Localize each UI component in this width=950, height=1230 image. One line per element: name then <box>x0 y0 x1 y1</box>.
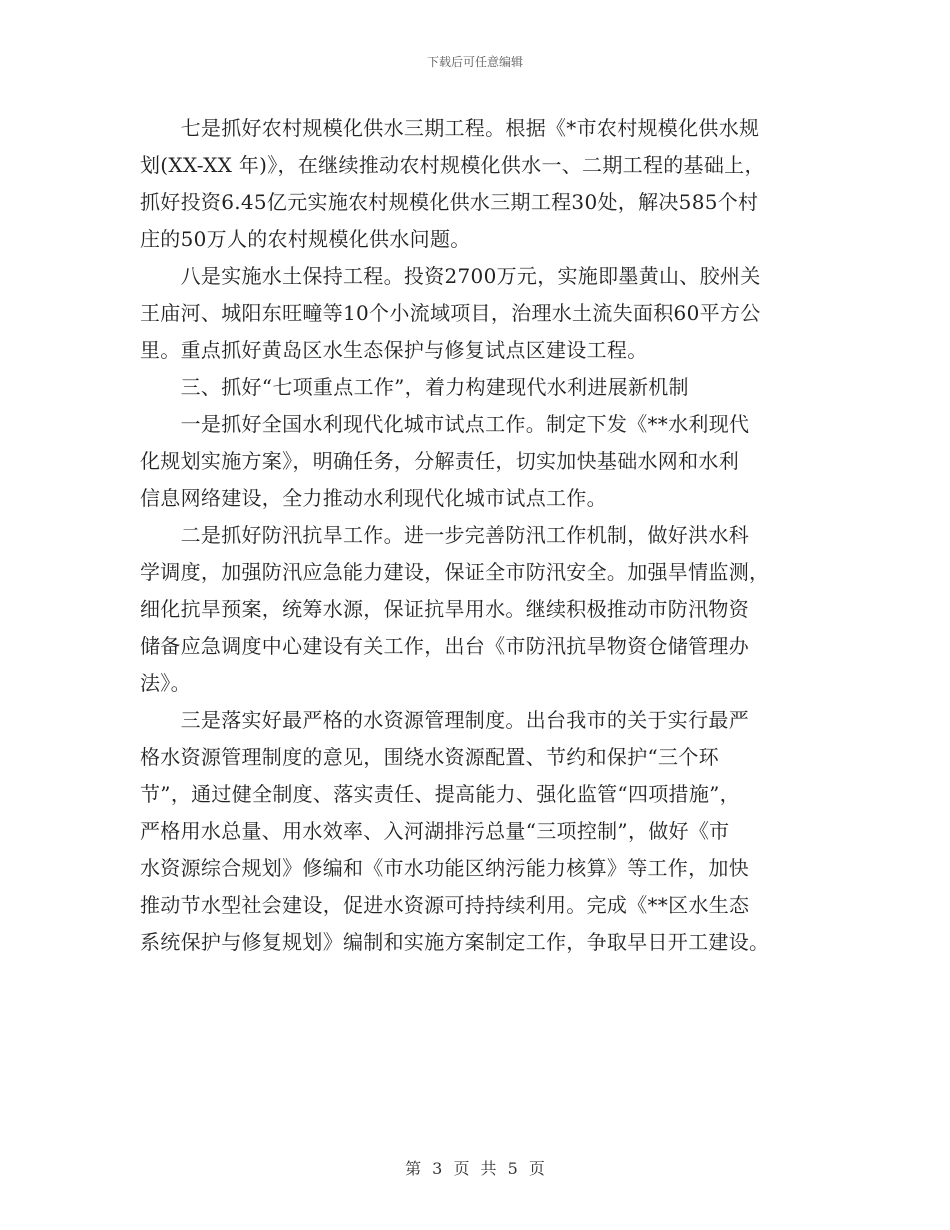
text-line: 系统保护与修复规划》编制和实施方案制定工作，争取早日开工建设。 <box>140 930 770 954</box>
text-line: 七是抓好农村规模化供水三期工程。根据《*市农村规模化供水规 <box>140 116 760 140</box>
text-line: 里。重点抓好黄岛区水生态保护与修复试点区建设工程。 <box>140 338 648 362</box>
document-body <box>140 110 816 961</box>
page-header: 下载后可任意编辑 <box>426 55 523 69</box>
text-line: 严格用水总量、用水效率、入河湖排污总量“三项控制”，做好《市 <box>140 819 730 843</box>
page-number: 第 3 页 共 5 页 <box>405 1159 545 1178</box>
text-line: 划(XX-XX 年)》，在继续推动农村规模化供水一、二期工程的基础上， <box>140 153 765 177</box>
text-line: 学调度，加强防汛应急能力建设，保证全市防汛安全。加强旱情监测， <box>140 560 770 584</box>
section-heading: 三、抓好“七项重点工作”，着力构建现代水利进展新机制 <box>140 375 689 399</box>
text-line: 王庙河、城阳东旺疃等10个小流域项目，治理水土流失面积60平方公 <box>140 301 761 325</box>
text-line: 法》。 <box>140 671 191 695</box>
text-line: 推动节水型社会建设，促进水资源可持持续利用。完成《**区水生态 <box>140 893 750 917</box>
text-line: 细化抗旱预案，统筹水源，保证抗旱用水。继续积极推动市防汛物资 <box>140 597 749 621</box>
text-line: 抓好投资6.45亿元实施农村规模化供水三期工程30处，解决585个村 <box>140 190 759 214</box>
text-line: 水资源综合规划》修编和《市水功能区纳污能力核算》等工作，加快 <box>140 856 749 880</box>
text-line: 格水资源管理制度的意见，围绕水资源配置、节约和保护“三个环 <box>140 745 719 769</box>
text-line: 信息网络建设，全力推动水利现代化城市试点工作。 <box>140 486 607 510</box>
text-line: 三是落实好最严格的水资源管理制度。出台我市的关于实行最严 <box>140 708 749 732</box>
text-line: 一是抓好全国水利现代化城市试点工作。制定下发《**水利现代 <box>140 412 750 436</box>
text-line: 化规划实施方案》，明确任务，分解责任，切实加快基础水网和水利 <box>140 449 739 473</box>
text-line: 节”，通过健全制度、落实责任、提高能力、强化监管“四项措施”， <box>140 782 740 806</box>
text-line: 二是抓好防汛抗旱工作。进一步完善防汛工作机制，做好洪水科 <box>140 523 749 547</box>
text-line: 储备应急调度中心建设有关工作，出台《市防汛抗旱物资仓储管理办 <box>140 634 749 658</box>
text-line: 庄的50万人的农村规模化供水问题。 <box>140 227 471 251</box>
text-line: 八是实施水土保持工程。投资2700万元，实施即墨黄山、胶州关 <box>140 264 761 288</box>
